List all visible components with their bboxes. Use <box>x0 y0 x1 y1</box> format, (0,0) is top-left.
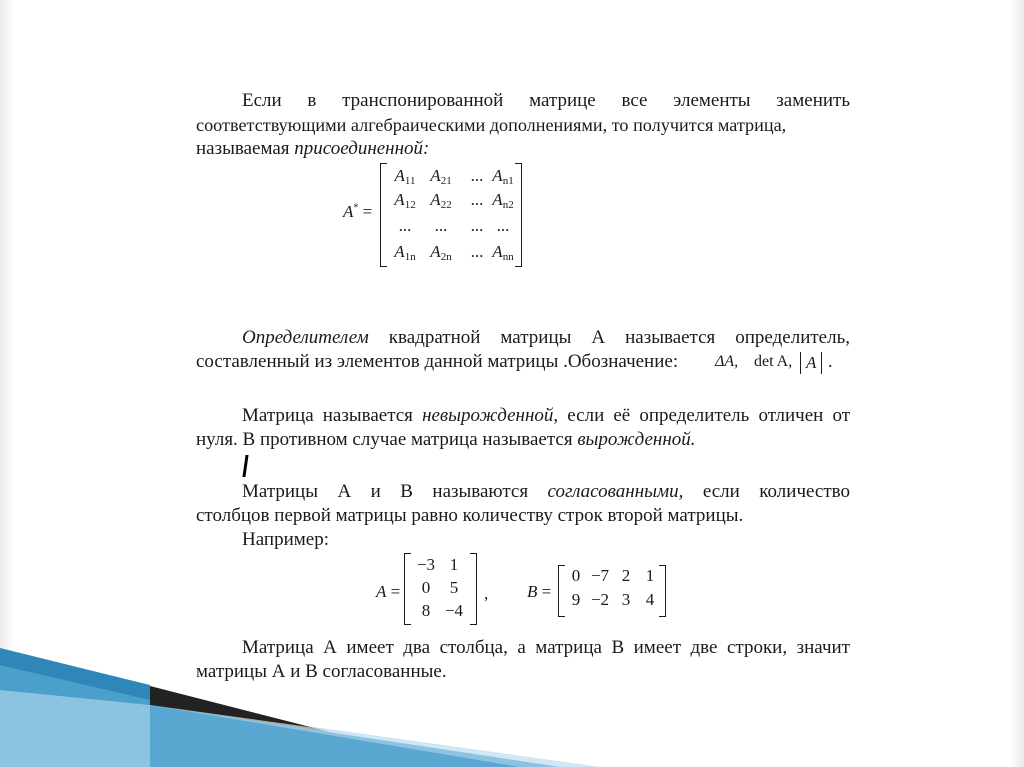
matrix-a-cell <box>412 555 440 575</box>
cell-value: A <box>430 190 441 209</box>
matrix-a-cell <box>440 578 468 598</box>
cell-value: ... <box>496 216 510 235</box>
adjoint-left-bracket <box>380 163 387 267</box>
matrix-a-lhs <box>376 582 400 602</box>
paragraph-4-line-2: столбцов первой матрицы равно количеству строк второй матрицы. <box>196 505 744 526</box>
adjoint-cell <box>486 242 520 263</box>
cell-value: A <box>394 166 405 185</box>
symbol-text: ΔA, <box>715 353 739 370</box>
adjoint-cell <box>424 190 458 211</box>
cell-value: 9 <box>571 590 581 609</box>
term-nondegenerate: невырожденной <box>422 405 554 426</box>
cell-subscript: 1n <box>404 251 416 263</box>
matrix-b-cell <box>564 566 588 586</box>
cell-value: A <box>394 242 405 261</box>
cell-value: 8 <box>421 601 431 620</box>
cell-value: ... <box>470 166 484 185</box>
adjoint-cell <box>388 166 422 187</box>
term-compatible: согласованными, <box>547 481 684 502</box>
paragraph-3-line-1 <box>242 404 850 428</box>
matrix-a-right-bracket <box>470 553 477 625</box>
cell-value: −3 <box>416 555 436 574</box>
cell-subscript: 2n <box>440 251 452 263</box>
paragraph-5-line-1: Матрица А имеет два столбца, а матрица В имеет две строки, значит <box>242 637 850 658</box>
symbol-a: A <box>376 582 387 601</box>
symbol-text: A <box>806 353 817 372</box>
cell-value: ... <box>470 190 484 209</box>
cell-subscript: 12 <box>404 199 416 211</box>
cell-value: A <box>430 166 441 185</box>
adjoint-cell <box>424 216 458 236</box>
paragraph-1-line-3 <box>196 137 429 161</box>
adjoint-cell <box>424 166 458 187</box>
det-a-symbol <box>754 353 792 371</box>
matrix-b-cell <box>614 566 638 586</box>
cell-value: A <box>492 242 503 261</box>
text-span: квадратной матрицы А называется определитель, <box>368 327 850 348</box>
cell-value: 3 <box>621 590 631 609</box>
cell-value: ... <box>398 216 412 235</box>
cell-value: ... <box>470 216 484 235</box>
matrix-a-comma: , <box>484 584 489 603</box>
cell-subscript: 11 <box>404 175 416 187</box>
adjoint-cell <box>388 242 422 263</box>
matrix-b-cell <box>638 566 662 586</box>
text-span: нуля. В противном случае матрица называется <box>196 429 578 450</box>
period: . <box>828 351 833 371</box>
matrix-a-cell <box>440 601 468 621</box>
text-span: составленный из элементов данной матрицы .Обозначение: <box>196 351 679 372</box>
term-adjoint: присоединенной: <box>294 138 430 159</box>
term-determinant: Определителем <box>242 327 369 348</box>
cell-value: 0 <box>571 566 581 585</box>
symbol-b: B <box>527 582 538 601</box>
paragraph-2-line-1 <box>242 326 850 350</box>
adjoint-cell <box>424 242 458 263</box>
cell-value: 2 <box>621 566 631 585</box>
paragraph-1-line-1: Если в транспонированной матрице все элементы заменить <box>242 90 850 111</box>
text-span: Матрицы А и В называются <box>242 481 548 502</box>
cell-subscript: n2 <box>502 199 514 211</box>
paragraph-4-line-3: Например: <box>242 529 329 550</box>
paragraph-3-line-2 <box>196 428 696 452</box>
cell-value: A <box>394 190 405 209</box>
matrix-b-cell <box>564 590 588 610</box>
matrix-b-cell <box>638 590 662 610</box>
matrix-a-cell <box>412 578 440 598</box>
paragraph-1-line-2: соответствующими алгебраическими дополнениями, то получится матрица, <box>196 115 787 135</box>
paragraph-2-line-2 <box>196 350 678 374</box>
cell-value: −4 <box>444 601 464 620</box>
paragraph-5-line-2: матрицы А и В согласованные. <box>196 661 447 682</box>
cell-value: 1 <box>449 555 459 574</box>
matrix-b-lhs <box>527 582 551 602</box>
adjoint-cell <box>388 216 422 236</box>
matrix-a-left-bracket <box>404 553 411 625</box>
cell-value: ... <box>434 216 448 235</box>
cell-value: 0 <box>421 578 431 597</box>
matrix-a-cell <box>440 555 468 575</box>
cell-value: −2 <box>590 590 610 609</box>
adjoint-cell <box>486 166 520 187</box>
equals-sign: = <box>541 582 552 601</box>
symbol-a: A <box>343 202 354 221</box>
text-span: если количество <box>683 481 850 502</box>
text-span: Матрица называется <box>242 405 423 426</box>
cell-subscript: 22 <box>440 199 452 211</box>
cell-value: 1 <box>645 566 655 585</box>
matrix-b-cell <box>614 590 638 610</box>
adjoint-cell <box>388 190 422 211</box>
delta-a-symbol <box>715 353 738 371</box>
text-span: называемая <box>196 138 295 159</box>
cell-value: A <box>492 190 503 209</box>
cell-value: ... <box>470 242 484 261</box>
matrix-a-cell <box>412 601 440 621</box>
equals-sign: = <box>362 202 373 221</box>
adjoint-cell <box>486 216 520 236</box>
cell-value: −7 <box>590 566 610 585</box>
text-span: , если её определитель отличен от <box>553 405 851 426</box>
matrix-b-cell <box>588 590 612 610</box>
cell-value: A <box>492 166 503 185</box>
symbol-text: det A, <box>754 353 793 370</box>
term-degenerate: вырожденной. <box>577 429 696 450</box>
cell-subscript: nn <box>502 251 514 263</box>
paragraph-4-line-1 <box>242 480 850 504</box>
adjoint-cell <box>486 190 520 211</box>
abs-a-symbol <box>800 352 822 374</box>
cell-value: 4 <box>645 590 655 609</box>
cell-subscript: n1 <box>502 175 514 187</box>
cell-value: 5 <box>449 578 459 597</box>
cell-subscript: 21 <box>440 175 452 187</box>
equals-sign: = <box>390 582 401 601</box>
adjoint-lhs <box>343 202 372 222</box>
matrix-b-cell <box>588 566 612 586</box>
star-superscript: * <box>353 202 359 214</box>
cell-value: A <box>430 242 441 261</box>
